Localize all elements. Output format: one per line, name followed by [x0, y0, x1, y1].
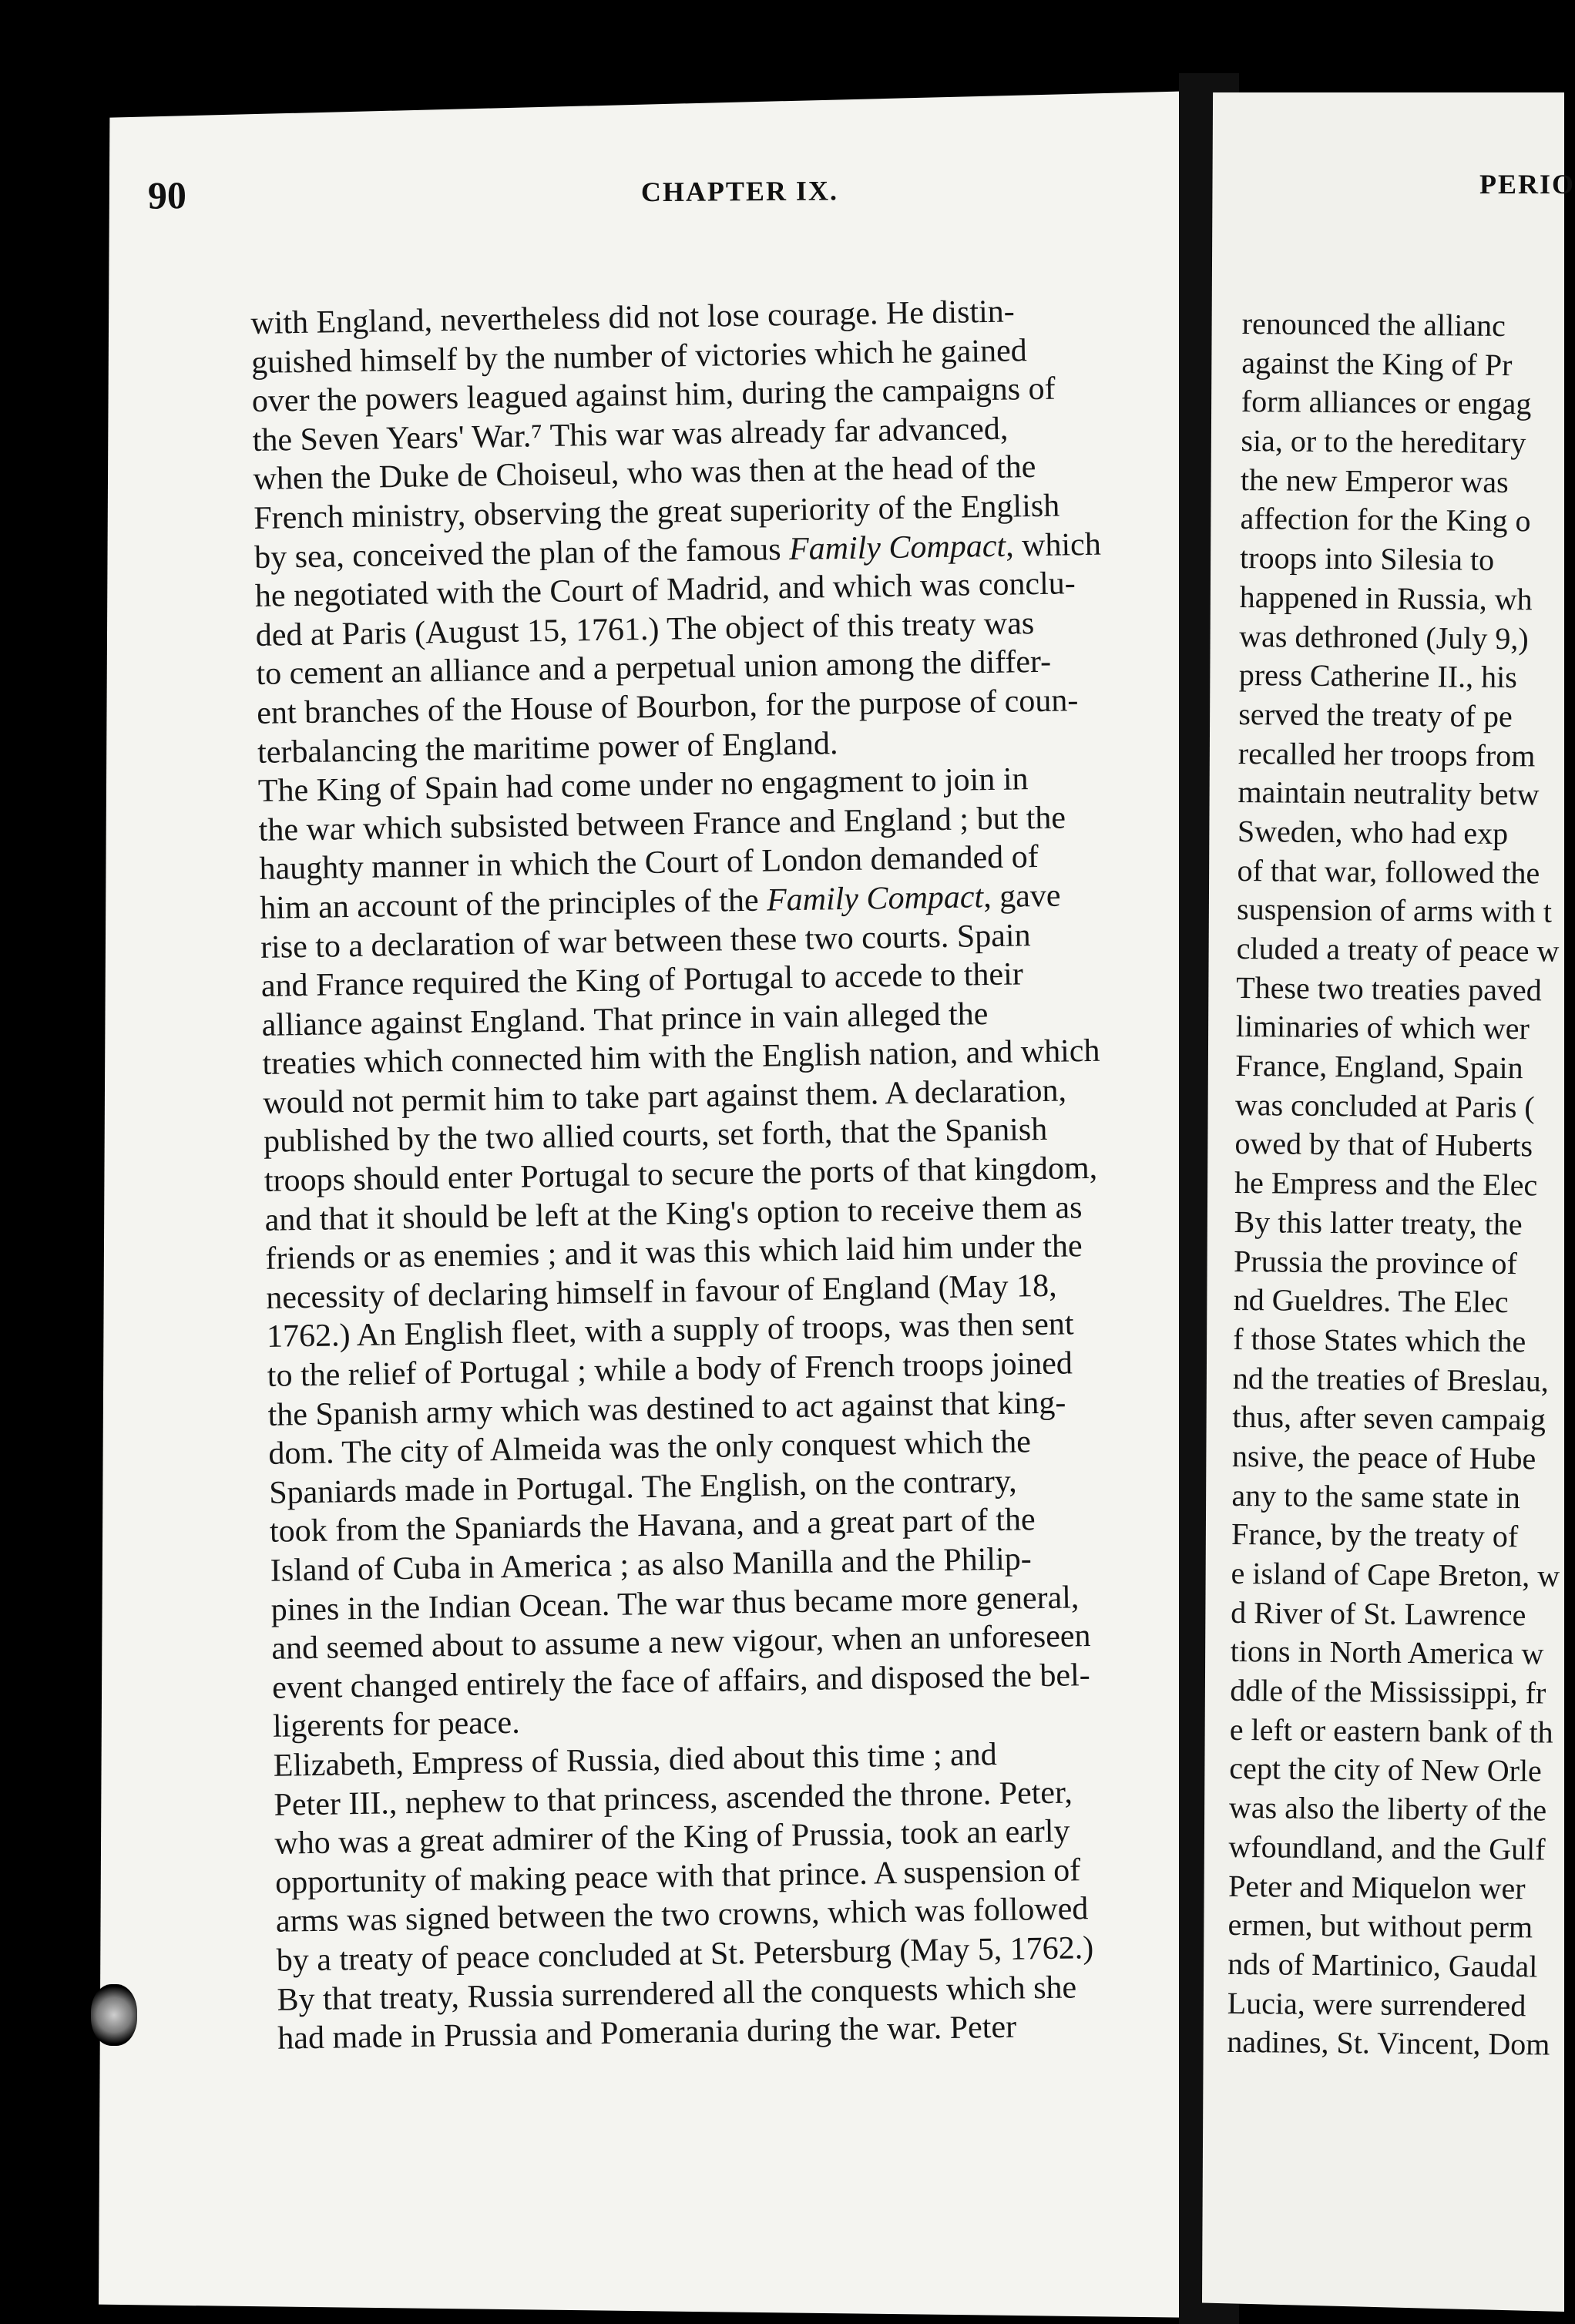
text-line: over the powers leagued against him, during the campaigns of — [251, 371, 1056, 420]
text-line: nd Gueldres. The Elec — [1233, 1282, 1509, 1320]
text-line: Peter and Miquelon wer — [1227, 1868, 1526, 1906]
text-line: form alliances or engag — [1241, 384, 1532, 421]
text-line: By this latter treaty, the — [1234, 1204, 1523, 1242]
text-line: ded at Paris (August 15, 1761.) The object of this treaty was — [255, 605, 1035, 653]
text-line: ddle of the Mississippi, fr — [1230, 1672, 1546, 1711]
text-line: French ministry, observing the great superiority of the English — [254, 488, 1060, 536]
text-line: troops should enter Portugal to secure the ports of that kingdom, — [264, 1150, 1098, 1199]
text-line: nds of Martinico, Gaudal — [1227, 1946, 1538, 1984]
text-line: Peter III., nephew to that princess, ascended the throne. Peter, — [274, 1775, 1073, 1823]
text-line: ligerents for peace. — [272, 1705, 520, 1745]
text-line: The King of Spain had come under no engagment to join in — [257, 761, 1029, 810]
text-line: arms was signed between the two crowns, which was followed — [275, 1891, 1089, 1940]
text-line: guished himself by the number of victories which he gained — [250, 332, 1028, 381]
text-line: by sea, conceived the plan of the famous Family Compact, which — [254, 526, 1102, 576]
page-number: 90 — [147, 173, 187, 217]
text-line: served the treaty of pe — [1238, 696, 1513, 734]
text-line: was concluded at Paris ( — [1234, 1086, 1535, 1125]
text-line: affection for the King o — [1240, 501, 1531, 539]
text-line: he Empress and the Elec — [1234, 1165, 1538, 1203]
text-line: France, by the treaty of — [1231, 1516, 1519, 1554]
scan-blot — [91, 1984, 137, 2046]
text-line: ent branches of the House of Bourbon, for the purpose of coun- — [256, 683, 1079, 731]
text-line: pines in the Indian Ocean. The war thus became more general, — [270, 1579, 1080, 1628]
text-line: e island of Cape Breton, w — [1231, 1555, 1560, 1594]
text-line: was also the liberty of the — [1228, 1790, 1547, 1828]
text-line: thus, after seven campaig — [1232, 1399, 1546, 1437]
text-line: friends or as enemies ; and it was this which laid him under the — [265, 1228, 1083, 1278]
text-line: press Catherine II., his — [1238, 657, 1518, 695]
text-line: rise to a declaration of war between these two courts. Spain — [260, 917, 1031, 966]
text-line: would not permit him to take part against them. A declaration, — [262, 1073, 1067, 1121]
left-text-column — [250, 290, 1230, 2059]
text-line: By that treaty, Russia surrendered all the conquests which she — [277, 1969, 1077, 2018]
text-line: when the Duke de Choiseul, who was then at the head of the — [253, 449, 1036, 498]
text-line: 1762.) An English fleet, with a supply of troops, was then sent — [266, 1306, 1074, 1355]
text-line: dom. The city of Almeida was the only conquest which the — [268, 1424, 1032, 1473]
text-line: treaties which connected him with the English nation, and which — [262, 1033, 1100, 1083]
text-line: alliance against England. That prince in vain alleged the — [261, 996, 989, 1043]
text-line: wfoundland, and the Gulf — [1228, 1829, 1546, 1867]
text-line: Spaniards made in Portugal. The English, on the contrary, — [268, 1463, 1017, 1511]
text-line: to cement an alliance and a perpetual union among the differ- — [256, 644, 1052, 693]
text-line: maintain neutrality betw — [1238, 774, 1540, 812]
text-line: was dethroned (July 9,) — [1239, 618, 1529, 656]
text-line: e left or eastern bank of th — [1229, 1711, 1553, 1750]
text-line: the war which subsisted between France and England ; but the — [258, 800, 1066, 848]
text-line: These two treaties paved — [1236, 969, 1542, 1008]
text-line: with England, nevertheless did not lose courage. He distin- — [250, 294, 1016, 341]
text-line: by a treaty of peace concluded at St. Petersburg (May 5, 1762.) — [276, 1930, 1094, 1979]
text-line: necessity of declaring himself in favour of England (May 18, — [265, 1268, 1057, 1316]
text-line: happened in Russia, wh — [1239, 579, 1533, 617]
text-line: f those States which the — [1233, 1321, 1526, 1359]
text-line: event changed entirely the face of affairs, and disposed the bel- — [271, 1657, 1091, 1706]
text-line: nd the treaties of Breslau, — [1232, 1360, 1549, 1399]
text-line: the Spanish army which was destined to act against that king- — [267, 1385, 1066, 1433]
text-line: nadines, St. Vincent, Dom — [1227, 2024, 1550, 2062]
text-line: him an account of the principles of the Family Compact, gave — [259, 878, 1061, 926]
text-line: and France required the King of Portugal to accede to their — [260, 956, 1024, 1004]
text-line: Prussia the province of — [1233, 1243, 1518, 1281]
text-line: published by the two allied courts, set forth, that the Spanish — [263, 1112, 1048, 1160]
right-text-column — [1227, 304, 1560, 2064]
text-line: against the King of Pr — [1241, 344, 1513, 382]
text-line: Elizabeth, Empress of Russia, died about this time ; and — [273, 1736, 998, 1784]
text-line: took from the Spaniards the Havana, and a great part of the — [269, 1502, 1036, 1550]
text-line: France, England, Spain — [1235, 1048, 1523, 1086]
italic-phrase: Family Compact — [788, 528, 1006, 567]
text-line: the new Emperor was — [1240, 462, 1509, 499]
text-line: tions in North America w — [1230, 1634, 1544, 1671]
text-line: the Seven Years' War.⁷ This war was already far advanced, — [252, 411, 1009, 458]
text-line: Island of Cuba in America ; as also Manilla and the Philip- — [270, 1541, 1033, 1589]
text-line: troops into Silesia to — [1239, 540, 1495, 577]
text-line: and seemed about to assume a new vigour, when an unforeseen — [271, 1618, 1091, 1667]
text-line: Lucia, were surrendered — [1227, 1985, 1526, 2023]
text-line: haughty manner in which the Court of London demanded of — [259, 839, 1039, 888]
text-line: any to the same state in — [1231, 1477, 1521, 1515]
text-line: Sweden, who had exp — [1237, 813, 1509, 851]
text-line: had made in Prussia and Pomerania during the war. Peter — [277, 2009, 1017, 2057]
text-line: cluded a treaty of peace w — [1236, 930, 1560, 969]
text-line: to the relief of Portugal ; while a body of French troops joined — [267, 1345, 1073, 1394]
text-line: renounced the allianc — [1241, 305, 1506, 343]
text-line: of that war, followed the — [1237, 852, 1540, 891]
text-line: recalled her troops from — [1238, 735, 1536, 773]
text-line: terbalancing the maritime power of England. — [257, 725, 838, 771]
chapter-heading: CHAPTER IX. — [640, 175, 839, 208]
right-running-head: PERIO — [1479, 169, 1575, 200]
text-line: nsive, the peace of Hube — [1231, 1438, 1536, 1476]
text-line: cept the city of New Orle — [1229, 1751, 1542, 1788]
text-line: liminaries of which wer — [1235, 1009, 1530, 1046]
text-line: who was a great admirer of the King of Prussia, took an early — [274, 1813, 1070, 1862]
text-line: sia, or to the hereditary — [1241, 423, 1526, 461]
text-line: d River of St. Lawrence — [1230, 1594, 1526, 1632]
text-line: ermen, but without perm — [1227, 1907, 1533, 1945]
text-line: owed by that of Huberts — [1234, 1126, 1533, 1164]
text-line: opportunity of making peace with that prince. A suspension of — [274, 1852, 1081, 1901]
italic-phrase: Family Compact — [766, 879, 984, 919]
text-line: and that it should be left at the King's option to receive them as — [264, 1189, 1083, 1238]
left-running-head — [148, 166, 1166, 242]
text-line: he negotiated with the Court of Madrid, and which was conclu- — [254, 566, 1076, 615]
text-line: suspension of arms with t — [1236, 892, 1553, 929]
